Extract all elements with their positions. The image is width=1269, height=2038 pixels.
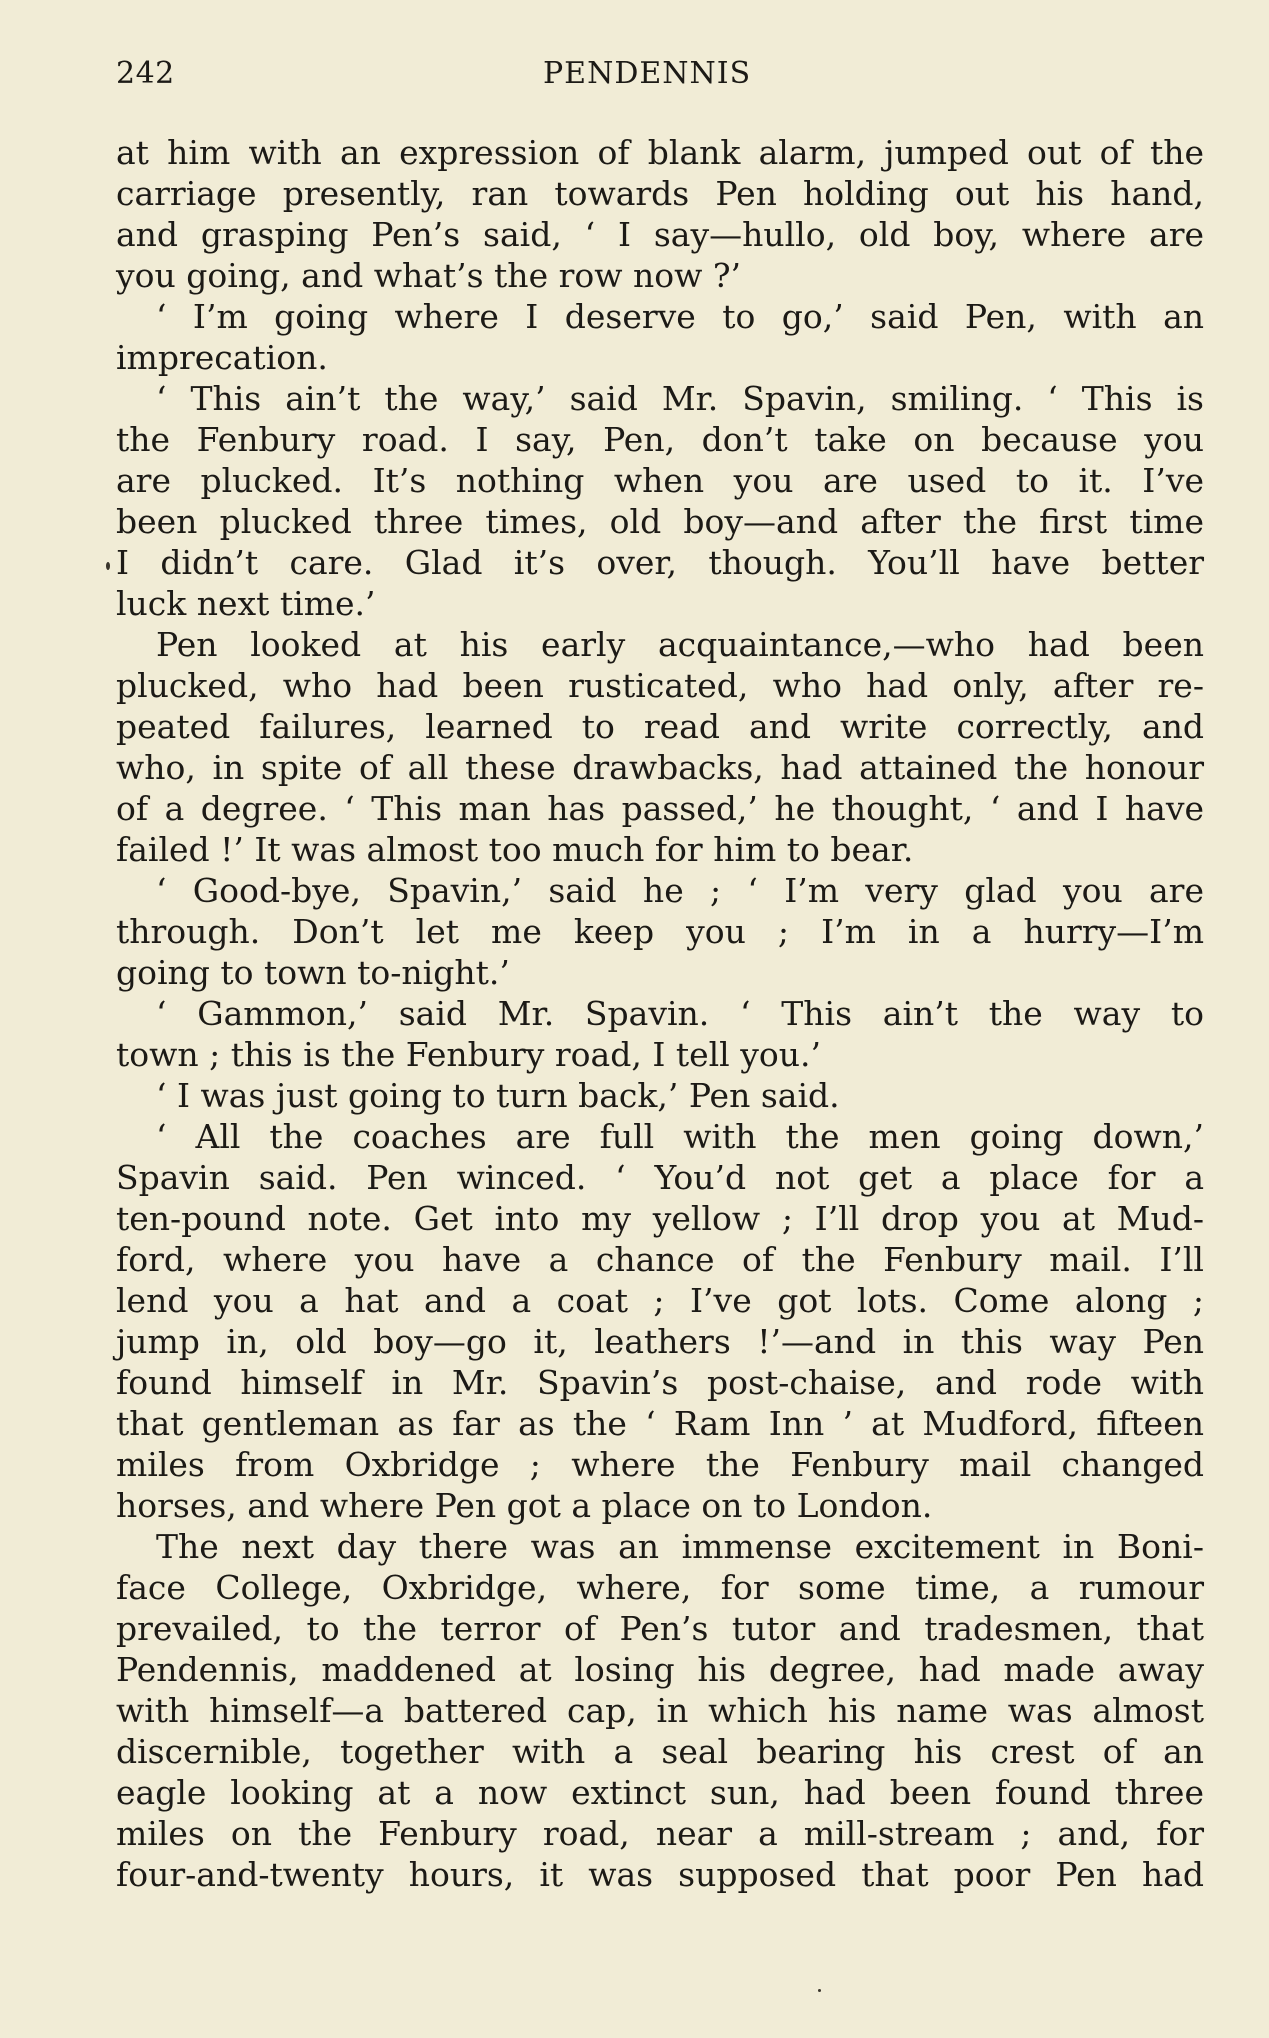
text-line: Pen looked at his early acquaintance,—who had been xyxy=(156,625,1204,664)
text-line: ‘ This ain’t the way,’ said Mr. Spavin, smiling. ‘ This is xyxy=(156,379,1204,418)
text-line: are plucked. It’s nothing when you are used to it. I’ve xyxy=(116,461,1204,500)
text-line: miles on the Fenbury road, near a mill-stream ; and, for xyxy=(116,1814,1204,1853)
text-line: peated failures, learned to read and write correctly, and xyxy=(116,707,1204,746)
text-line: ten-pound note. Get into my yellow ; I’ll drop you at Mud- xyxy=(116,1199,1204,1238)
page-number: 242 xyxy=(116,56,175,91)
text-line: prevailed, to the terror of Pen’s tutor and tradesmen, that xyxy=(116,1609,1204,1648)
running-header xyxy=(116,56,1201,104)
text-line: eagle looking at a now extinct sun, had been found three xyxy=(116,1773,1204,1812)
text-line: imprecation. xyxy=(116,338,328,377)
text-line: been plucked three times, old boy—and after the first time xyxy=(116,502,1204,541)
text-line: Pendennis, maddened at losing his degree, had made away xyxy=(116,1650,1204,1689)
text-line: luck next time.’ xyxy=(116,584,376,623)
text-line: who, in spite of all these drawbacks, had attained the honour xyxy=(116,748,1204,787)
text-line: found himself in Mr. Spavin’s post-chaise, and rode with xyxy=(116,1363,1204,1402)
text-line: face College, Oxbridge, where, for some time, a rumour xyxy=(116,1568,1204,1607)
text-line: Spavin said. Pen winced. ‘ You’d not get a place for a xyxy=(116,1158,1204,1197)
text-line: ‘ I was just going to turn back,’ Pen said. xyxy=(156,1076,840,1115)
running-title: PENDENNIS xyxy=(543,56,752,91)
text-line: ‘ Good-bye, Spavin,’ said he ; ‘ I’m very glad you are xyxy=(156,871,1204,910)
text-line: ‘ I’m going where I deserve to go,’ said Pen, with an xyxy=(156,297,1204,336)
text-line: you going, and what’s the row now ?’ xyxy=(116,256,742,295)
text-line: miles from Oxbridge ; where the Fenbury mail changed xyxy=(116,1445,1204,1484)
text-line: that gentleman as far as the ‘ Ram Inn ’ at Mudford, fifteen xyxy=(116,1404,1204,1443)
text-line: ‘ Gammon,’ said Mr. Spavin. ‘ This ain’t the way to xyxy=(156,994,1204,1033)
text-line: at him with an expression of blank alarm, jumped out of the xyxy=(116,133,1204,172)
print-speck xyxy=(106,562,110,570)
text-line: the Fenbury road. I say, Pen, don’t take on because you xyxy=(116,420,1204,459)
body-text xyxy=(116,132,1204,1895)
text-line: four-and-twenty hours, it was supposed that poor Pen had xyxy=(116,1855,1204,1894)
text-line: ‘ All the coaches are full with the men going down,’ xyxy=(156,1117,1204,1156)
text-line: discernible, together with a seal bearing his crest of an xyxy=(116,1732,1204,1771)
text-line: I didn’t care. Glad it’s over, though. You’ll have better xyxy=(116,543,1204,582)
text-line: failed !’ It was almost too much for him to bear. xyxy=(116,830,914,869)
text-line: horses, and where Pen got a place on to London. xyxy=(116,1486,933,1525)
text-line: town ; this is the Fenbury road, I tell you.’ xyxy=(116,1035,821,1074)
text-line: through. Don’t let me keep you ; I’m in a hurry—I’m xyxy=(116,912,1204,951)
text-line: carriage presently, ran towards Pen holding out his hand, xyxy=(116,174,1204,213)
text-line: and grasping Pen’s said, ‘ I say—hullo, old boy, where are xyxy=(116,215,1204,254)
text-line: of a degree. ‘ This man has passed,’ he thought, ‘ and I have xyxy=(116,789,1204,828)
text-line: ford, where you have a chance of the Fenbury mail. I’ll xyxy=(116,1240,1204,1279)
text-line: with himself—a battered cap, in which his name was almost xyxy=(116,1691,1204,1730)
text-line: lend you a hat and a coat ; I’ve got lots. Come along ; xyxy=(116,1281,1204,1320)
text-line: The next day there was an immense excitement in Boni- xyxy=(156,1527,1204,1566)
text-line: going to town to-night.’ xyxy=(116,953,510,992)
print-speck xyxy=(818,1989,821,1992)
text-line: plucked, who had been rusticated, who had only, after re- xyxy=(116,666,1204,705)
text-line: jump in, old boy—go it, leathers !’—and in this way Pen xyxy=(116,1322,1204,1361)
